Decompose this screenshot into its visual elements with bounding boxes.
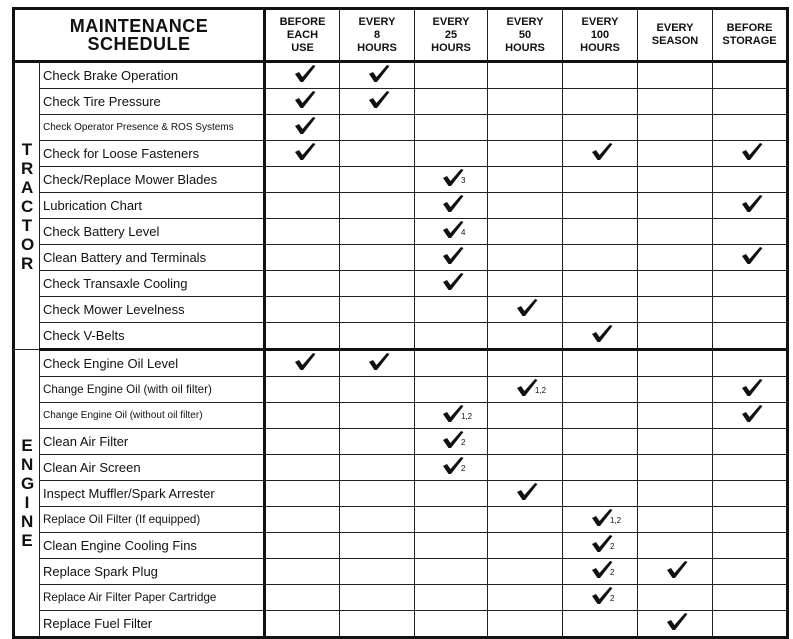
schedule-cell xyxy=(265,350,340,377)
section-label xyxy=(14,350,40,638)
schedule-cell xyxy=(563,323,638,350)
schedule-cell xyxy=(265,559,340,585)
schedule-cell xyxy=(340,455,415,481)
task-label: Change Engine Oil (with oil filter) xyxy=(40,377,265,403)
schedule-cell xyxy=(488,141,563,167)
column-header-label: BEFORE STORAGE xyxy=(722,22,777,47)
schedule-cell xyxy=(340,481,415,507)
schedule-cell xyxy=(563,481,638,507)
schedule-cell xyxy=(415,115,488,141)
schedule-cell xyxy=(563,219,638,245)
schedule-cell xyxy=(265,323,340,350)
schedule-cell xyxy=(563,533,638,559)
check-mark-icon xyxy=(516,482,538,501)
footnote-ref: 2 xyxy=(610,542,615,551)
schedule-cell xyxy=(488,377,563,403)
check-mark-icon xyxy=(442,194,464,213)
task-label: Clean Battery and Terminals xyxy=(40,245,265,271)
check-mark xyxy=(730,403,770,423)
schedule-cell xyxy=(638,297,713,323)
schedule-cell xyxy=(488,323,563,350)
table-row xyxy=(14,297,788,323)
schedule-cell xyxy=(415,533,488,559)
schedule-cell xyxy=(713,62,788,89)
check-mark xyxy=(283,115,323,135)
check-mark-icon xyxy=(442,272,464,291)
schedule-cell xyxy=(265,219,340,245)
schedule-cell xyxy=(488,271,563,297)
schedule-cell xyxy=(713,533,788,559)
schedule-cell xyxy=(340,403,415,429)
schedule-cell xyxy=(415,611,488,638)
schedule-cell xyxy=(415,89,488,115)
table-row xyxy=(14,377,788,403)
schedule-cell xyxy=(638,585,713,611)
schedule-cell xyxy=(415,271,488,297)
schedule-cell xyxy=(488,429,563,455)
schedule-cell xyxy=(340,193,415,219)
table-row xyxy=(14,193,788,219)
check-mark xyxy=(580,585,620,605)
schedule-cell xyxy=(488,62,563,89)
schedule-cell xyxy=(265,481,340,507)
schedule-cell xyxy=(563,193,638,219)
schedule-cell xyxy=(638,350,713,377)
schedule-cell xyxy=(488,507,563,533)
check-mark xyxy=(505,297,545,317)
check-mark-icon xyxy=(591,324,613,343)
check-mark-icon xyxy=(368,352,390,371)
check-mark xyxy=(580,533,620,553)
column-header-label: BEFORE EACH USE xyxy=(279,15,326,54)
check-mark-icon xyxy=(741,404,763,423)
column-header-label: EVERY 50 HOURS xyxy=(505,15,545,54)
column-header xyxy=(713,9,788,62)
check-mark xyxy=(283,89,323,109)
schedule-cell xyxy=(415,350,488,377)
footnote-ref: 2 xyxy=(610,568,615,577)
schedule-cell xyxy=(638,89,713,115)
check-mark xyxy=(730,193,770,213)
schedule-cell xyxy=(563,297,638,323)
task-label: Check Battery Level xyxy=(40,219,265,245)
check-mark xyxy=(431,219,471,239)
schedule-cell xyxy=(340,141,415,167)
schedule-cell xyxy=(713,323,788,350)
schedule-cell xyxy=(638,115,713,141)
column-header xyxy=(638,9,713,62)
schedule-cell xyxy=(265,403,340,429)
schedule-cell xyxy=(713,481,788,507)
check-mark xyxy=(431,403,471,423)
schedule-cell xyxy=(265,297,340,323)
schedule-cell xyxy=(340,62,415,89)
table-row xyxy=(14,167,788,193)
check-mark xyxy=(580,323,620,343)
column-header-label: EVERY 8 HOURS xyxy=(357,15,397,54)
schedule-cell xyxy=(638,507,713,533)
check-mark xyxy=(357,63,397,83)
schedule-cell xyxy=(713,141,788,167)
footnote-ref: 1,2 xyxy=(461,412,473,421)
schedule-cell xyxy=(713,455,788,481)
footnote-ref: 1,2 xyxy=(535,386,547,395)
task-label: Check/Replace Mower Blades xyxy=(40,167,265,193)
check-mark-icon xyxy=(294,64,316,83)
check-mark xyxy=(730,245,770,265)
task-label: Check for Loose Fasteners xyxy=(40,141,265,167)
check-mark xyxy=(357,351,397,371)
footnote-ref: 2 xyxy=(461,438,466,447)
schedule-cell xyxy=(340,297,415,323)
schedule-cell xyxy=(488,89,563,115)
schedule-cell xyxy=(563,429,638,455)
schedule-cell xyxy=(415,507,488,533)
schedule-cell xyxy=(415,167,488,193)
schedule-cell xyxy=(638,323,713,350)
task-label: Check V-Belts xyxy=(40,323,265,350)
table-row xyxy=(14,219,788,245)
schedule-cell xyxy=(563,377,638,403)
schedule-cell xyxy=(713,245,788,271)
schedule-cell xyxy=(340,245,415,271)
check-mark xyxy=(431,429,471,449)
schedule-cell xyxy=(713,297,788,323)
schedule-cell xyxy=(713,429,788,455)
task-label: Check Transaxle Cooling xyxy=(40,271,265,297)
check-mark xyxy=(730,141,770,161)
schedule-cell xyxy=(265,167,340,193)
schedule-cell xyxy=(488,403,563,429)
check-mark-icon xyxy=(294,116,316,135)
column-header xyxy=(265,9,340,62)
schedule-cell xyxy=(415,455,488,481)
footnote-ref: 3 xyxy=(461,176,466,185)
schedule-cell xyxy=(415,559,488,585)
check-mark xyxy=(505,481,545,501)
check-mark-icon xyxy=(666,612,688,631)
task-label: Change Engine Oil (without oil filter) xyxy=(40,403,265,429)
schedule-cell xyxy=(563,115,638,141)
schedule-cell xyxy=(415,245,488,271)
check-mark xyxy=(730,377,770,397)
schedule-cell xyxy=(713,585,788,611)
schedule-cell xyxy=(713,377,788,403)
check-mark xyxy=(580,141,620,161)
schedule-cell xyxy=(265,245,340,271)
schedule-cell xyxy=(713,115,788,141)
schedule-cell xyxy=(488,245,563,271)
task-label: Check Brake Operation xyxy=(40,62,265,89)
section-label-text: TRACTOR xyxy=(21,139,35,273)
schedule-cell xyxy=(638,377,713,403)
schedule-cell xyxy=(563,611,638,638)
schedule-cell xyxy=(415,481,488,507)
task-label: Clean Engine Cooling Fins xyxy=(40,533,265,559)
schedule-cell xyxy=(265,611,340,638)
check-mark xyxy=(357,89,397,109)
schedule-cell xyxy=(415,219,488,245)
schedule-cell xyxy=(713,350,788,377)
schedule-cell xyxy=(713,193,788,219)
check-mark-icon xyxy=(741,246,763,265)
table-row xyxy=(14,455,788,481)
schedule-cell xyxy=(265,62,340,89)
table-row xyxy=(14,89,788,115)
schedule-cell xyxy=(488,193,563,219)
check-mark-icon xyxy=(442,246,464,265)
header-row xyxy=(14,9,788,62)
check-mark xyxy=(431,245,471,265)
check-mark xyxy=(505,377,545,397)
schedule-cell xyxy=(265,377,340,403)
table-row xyxy=(14,271,788,297)
schedule-cell xyxy=(415,377,488,403)
schedule-cell xyxy=(713,219,788,245)
table-row xyxy=(14,323,788,350)
schedule-cell xyxy=(638,219,713,245)
schedule-cell xyxy=(713,89,788,115)
check-mark xyxy=(580,559,620,579)
task-label: Check Mower Levelness xyxy=(40,297,265,323)
table-row xyxy=(14,481,788,507)
schedule-cell xyxy=(563,141,638,167)
schedule-cell xyxy=(265,141,340,167)
schedule-cell xyxy=(415,323,488,350)
schedule-cell xyxy=(638,559,713,585)
schedule-cell xyxy=(713,559,788,585)
schedule-cell xyxy=(488,219,563,245)
schedule-cell xyxy=(488,455,563,481)
schedule-cell xyxy=(488,585,563,611)
check-mark-icon xyxy=(741,378,763,397)
task-label: Check Engine Oil Level xyxy=(40,350,265,377)
check-mark-icon xyxy=(294,90,316,109)
schedule-cell xyxy=(340,323,415,350)
task-label: Replace Oil Filter (If equipped) xyxy=(40,507,265,533)
schedule-cell xyxy=(265,115,340,141)
table-row xyxy=(14,62,788,89)
schedule-cell xyxy=(638,455,713,481)
table-row xyxy=(14,533,788,559)
check-mark xyxy=(431,167,471,187)
column-header xyxy=(488,9,563,62)
schedule-cell xyxy=(415,585,488,611)
schedule-cell xyxy=(488,481,563,507)
schedule-cell xyxy=(415,403,488,429)
schedule-cell xyxy=(638,429,713,455)
schedule-cell xyxy=(488,611,563,638)
schedule-cell xyxy=(488,297,563,323)
table-row xyxy=(14,429,788,455)
schedule-cell xyxy=(563,559,638,585)
column-header-label: EVERY SEASON xyxy=(651,22,699,47)
task-label: Replace Spark Plug xyxy=(40,559,265,585)
task-label: Replace Air Filter Paper Cartridge xyxy=(40,585,265,611)
schedule-title xyxy=(14,9,265,62)
footnote-ref: 2 xyxy=(610,594,615,603)
schedule-cell xyxy=(265,455,340,481)
task-label: Check Tire Pressure xyxy=(40,89,265,115)
schedule-cell xyxy=(265,507,340,533)
table-row xyxy=(14,403,788,429)
schedule-cell xyxy=(713,271,788,297)
check-mark xyxy=(431,193,471,213)
schedule-cell xyxy=(638,481,713,507)
schedule-cell xyxy=(340,89,415,115)
schedule-cell xyxy=(415,141,488,167)
task-label: Inspect Muffler/Spark Arrester xyxy=(40,481,265,507)
schedule-cell xyxy=(415,429,488,455)
schedule-cell xyxy=(340,533,415,559)
check-mark-icon xyxy=(368,90,390,109)
footnote-ref: 2 xyxy=(461,464,466,473)
schedule-cell xyxy=(488,350,563,377)
table-row xyxy=(14,611,788,638)
table-row xyxy=(14,141,788,167)
schedule-cell xyxy=(713,611,788,638)
schedule-cell xyxy=(265,585,340,611)
check-mark xyxy=(431,455,471,475)
check-mark-icon xyxy=(666,560,688,579)
schedule-cell xyxy=(638,141,713,167)
task-label: Clean Air Screen xyxy=(40,455,265,481)
check-mark xyxy=(580,507,620,527)
schedule-cell xyxy=(265,193,340,219)
section-label-text: ENGINE xyxy=(21,436,35,550)
schedule-cell xyxy=(265,89,340,115)
check-mark-icon xyxy=(368,64,390,83)
table-row xyxy=(14,559,788,585)
check-mark-icon xyxy=(741,194,763,213)
check-mark-icon xyxy=(516,298,538,317)
schedule-cell xyxy=(340,559,415,585)
check-mark xyxy=(655,559,695,579)
schedule-cell xyxy=(638,533,713,559)
footnote-ref: 1,2 xyxy=(610,516,622,525)
schedule-cell xyxy=(638,271,713,297)
table-row xyxy=(14,350,788,377)
schedule-cell xyxy=(488,559,563,585)
section-label xyxy=(14,62,40,350)
table-row xyxy=(14,507,788,533)
schedule-cell xyxy=(563,455,638,481)
table-row xyxy=(14,245,788,271)
schedule-cell xyxy=(265,429,340,455)
check-mark xyxy=(283,351,323,371)
schedule-cell xyxy=(340,350,415,377)
schedule-cell xyxy=(415,193,488,219)
schedule-cell xyxy=(713,403,788,429)
task-label: Lubrication Chart xyxy=(40,193,265,219)
task-label: Replace Fuel Filter xyxy=(40,611,265,638)
schedule-cell xyxy=(340,219,415,245)
schedule-cell xyxy=(265,533,340,559)
column-header xyxy=(563,9,638,62)
schedule-cell xyxy=(638,245,713,271)
schedule-cell xyxy=(340,611,415,638)
schedule-cell xyxy=(563,62,638,89)
schedule-cell xyxy=(488,167,563,193)
column-header xyxy=(415,9,488,62)
check-mark xyxy=(431,271,471,291)
task-label: Clean Air Filter xyxy=(40,429,265,455)
check-mark xyxy=(283,141,323,161)
schedule-cell xyxy=(563,507,638,533)
schedule-cell xyxy=(340,429,415,455)
schedule-cell xyxy=(340,377,415,403)
schedule-cell xyxy=(563,89,638,115)
schedule-cell xyxy=(638,611,713,638)
schedule-cell xyxy=(638,167,713,193)
check-mark-icon xyxy=(741,142,763,161)
schedule-cell xyxy=(340,507,415,533)
schedule-cell xyxy=(563,585,638,611)
check-mark-icon xyxy=(294,142,316,161)
schedule-cell xyxy=(638,403,713,429)
schedule-cell xyxy=(563,271,638,297)
check-mark xyxy=(655,611,695,631)
check-mark xyxy=(283,63,323,83)
table-row xyxy=(14,115,788,141)
column-header-label: EVERY 100 HOURS xyxy=(580,15,620,54)
schedule-cell xyxy=(713,507,788,533)
schedule-title-text: MAINTENANCE SCHEDULE xyxy=(69,16,209,54)
schedule-cell xyxy=(415,62,488,89)
schedule-cell xyxy=(340,585,415,611)
task-label: Check Operator Presence & ROS Systems xyxy=(40,115,265,141)
column-header xyxy=(340,9,415,62)
schedule-cell xyxy=(340,271,415,297)
schedule-cell xyxy=(563,350,638,377)
schedule-cell xyxy=(563,167,638,193)
schedule-cell xyxy=(488,533,563,559)
schedule-cell xyxy=(415,297,488,323)
schedule-cell xyxy=(638,62,713,89)
schedule-cell xyxy=(265,271,340,297)
table-row xyxy=(14,585,788,611)
schedule-cell xyxy=(340,167,415,193)
schedule-cell xyxy=(563,245,638,271)
check-mark-icon xyxy=(294,352,316,371)
footnote-ref: 4 xyxy=(461,228,466,237)
schedule-cell xyxy=(488,115,563,141)
schedule-cell xyxy=(563,403,638,429)
maintenance-schedule-table xyxy=(12,7,789,639)
schedule-cell xyxy=(713,167,788,193)
schedule-cell xyxy=(638,193,713,219)
schedule-cell xyxy=(340,115,415,141)
column-header-label: EVERY 25 HOURS xyxy=(431,15,471,54)
check-mark-icon xyxy=(591,142,613,161)
